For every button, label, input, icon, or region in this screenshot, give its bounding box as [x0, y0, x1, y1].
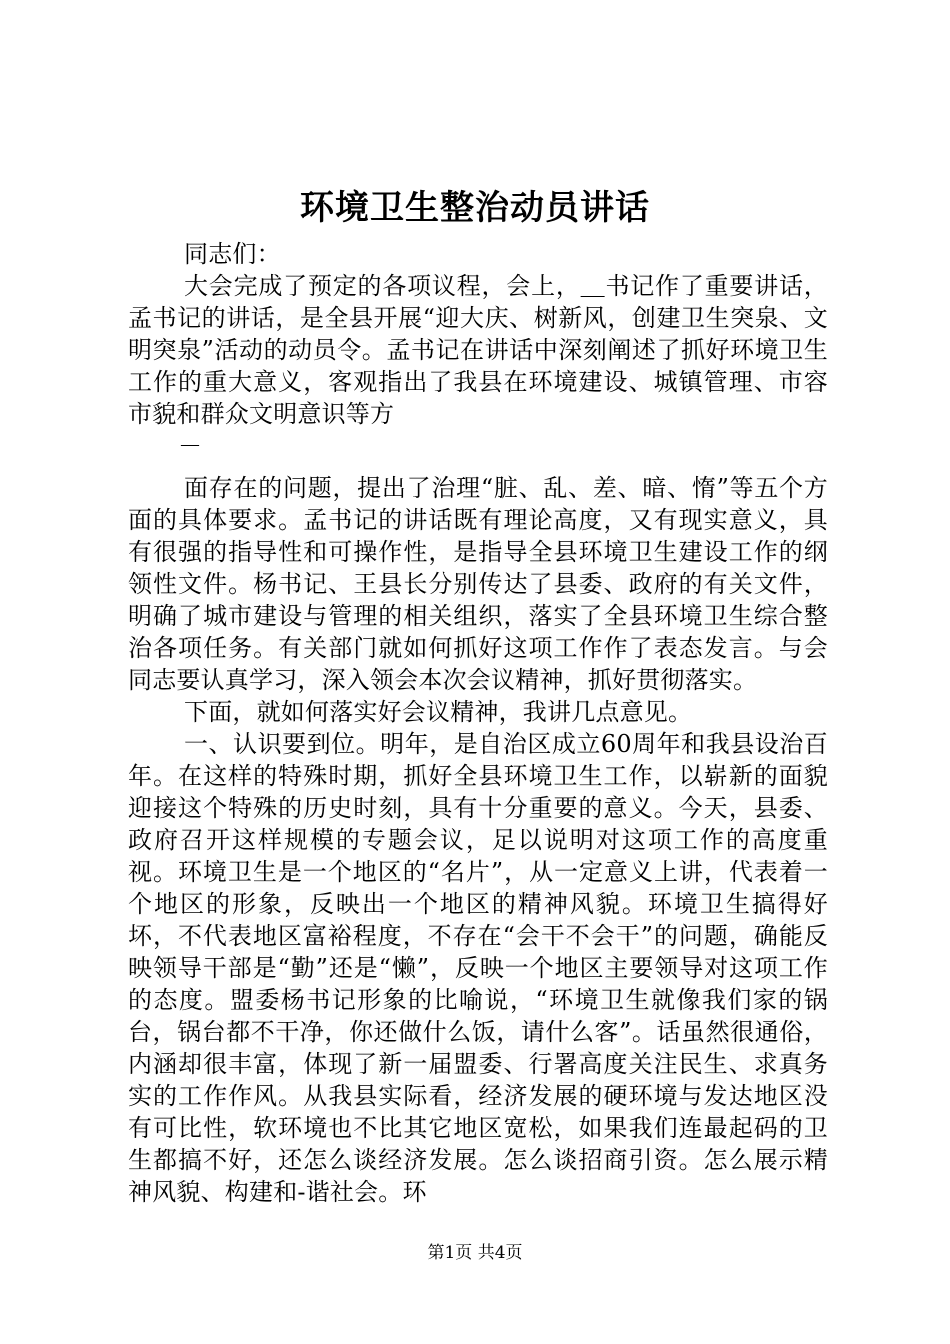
- separator-mark: －: [178, 432, 202, 460]
- document-body: [128, 238, 828, 1208]
- paragraph-3: 下面，就如何落实好会议精神，我讲几点意见。: [184, 698, 693, 726]
- paragraph-2: 面存在的问题，提出了治理“脏、乱、差、暗、惰”等五个方面的具体要求。孟书记的讲话既有理论高度，又有现实意义，具有很强的指导性和可操作性，是指导全县环境卫生建设工作的纲领性文件。杨书记、王县长分别传达了县委、政府的有关文件，明确了城市建设与管理的相关组织，落实了全县环境卫生综合整治各项任务。有关部门就如何抓好这项工作作了表态发言。与会同志要认真学习，深入领会本次会议精神，抓好贯彻落实。: [128, 474, 828, 694]
- document-title: 环境卫生整治动员讲话: [300, 188, 650, 228]
- page-footer: 第1页 共4页: [427, 1243, 523, 1263]
- greeting-line: 同志们：: [184, 240, 281, 268]
- paragraph-4: 一、认识要到位。明年，是自治区成立60周年和我县设治百年。在这样的特殊时期，抓好全县环境卫生工作，以崭新的面貌迎接这个特殊的历史时刻，具有十分重要的意义。今天，县委、政府召开这样规模的专题会议，足以说明对这项工作的高度重视。环境卫生是一个地区的“名片”，从一定意义上讲，代表着一个地区的形象，反映出一个地区的精神风貌。环境卫生搞得好坏，不代表地区富裕程度，不存在“会干不会干”的问题，确能反映领导干部是“勤”还是“懒”，反映一个地区主要领导对这项工作的态度。盟委杨书记形象的比喻说，“环境卫生就像我们家的锅台，锅台都不干净，你还做什么饭，请什么客”。话虽然很通俗，内涵却很丰富，体现了新一届盟委、行署高度关注民生、求真务实的工作作风。从我县实际看，经济发展的硬环境与发达地区没有可比性，软环境也不比其它地区宽松，如果我们连最起码的卫生都搞不好，还怎么谈经济发展。怎么谈招商引资。怎么展示精神风貌、构建和-谐社会。环: [128, 730, 828, 1206]
- paragraph-1: 大会完成了预定的各项议程，会上，＿书记作了重要讲话，孟书记的讲话，是全县开展“迎大庆、树新风，创建卫生突泉、文明突泉”活动的动员令。孟书记在讲话中深刻阐述了抓好环境卫生工作的重大意义，客观指出了我县在环境建设、城镇管理、市容市貌和群众文明意识等方: [128, 272, 828, 428]
